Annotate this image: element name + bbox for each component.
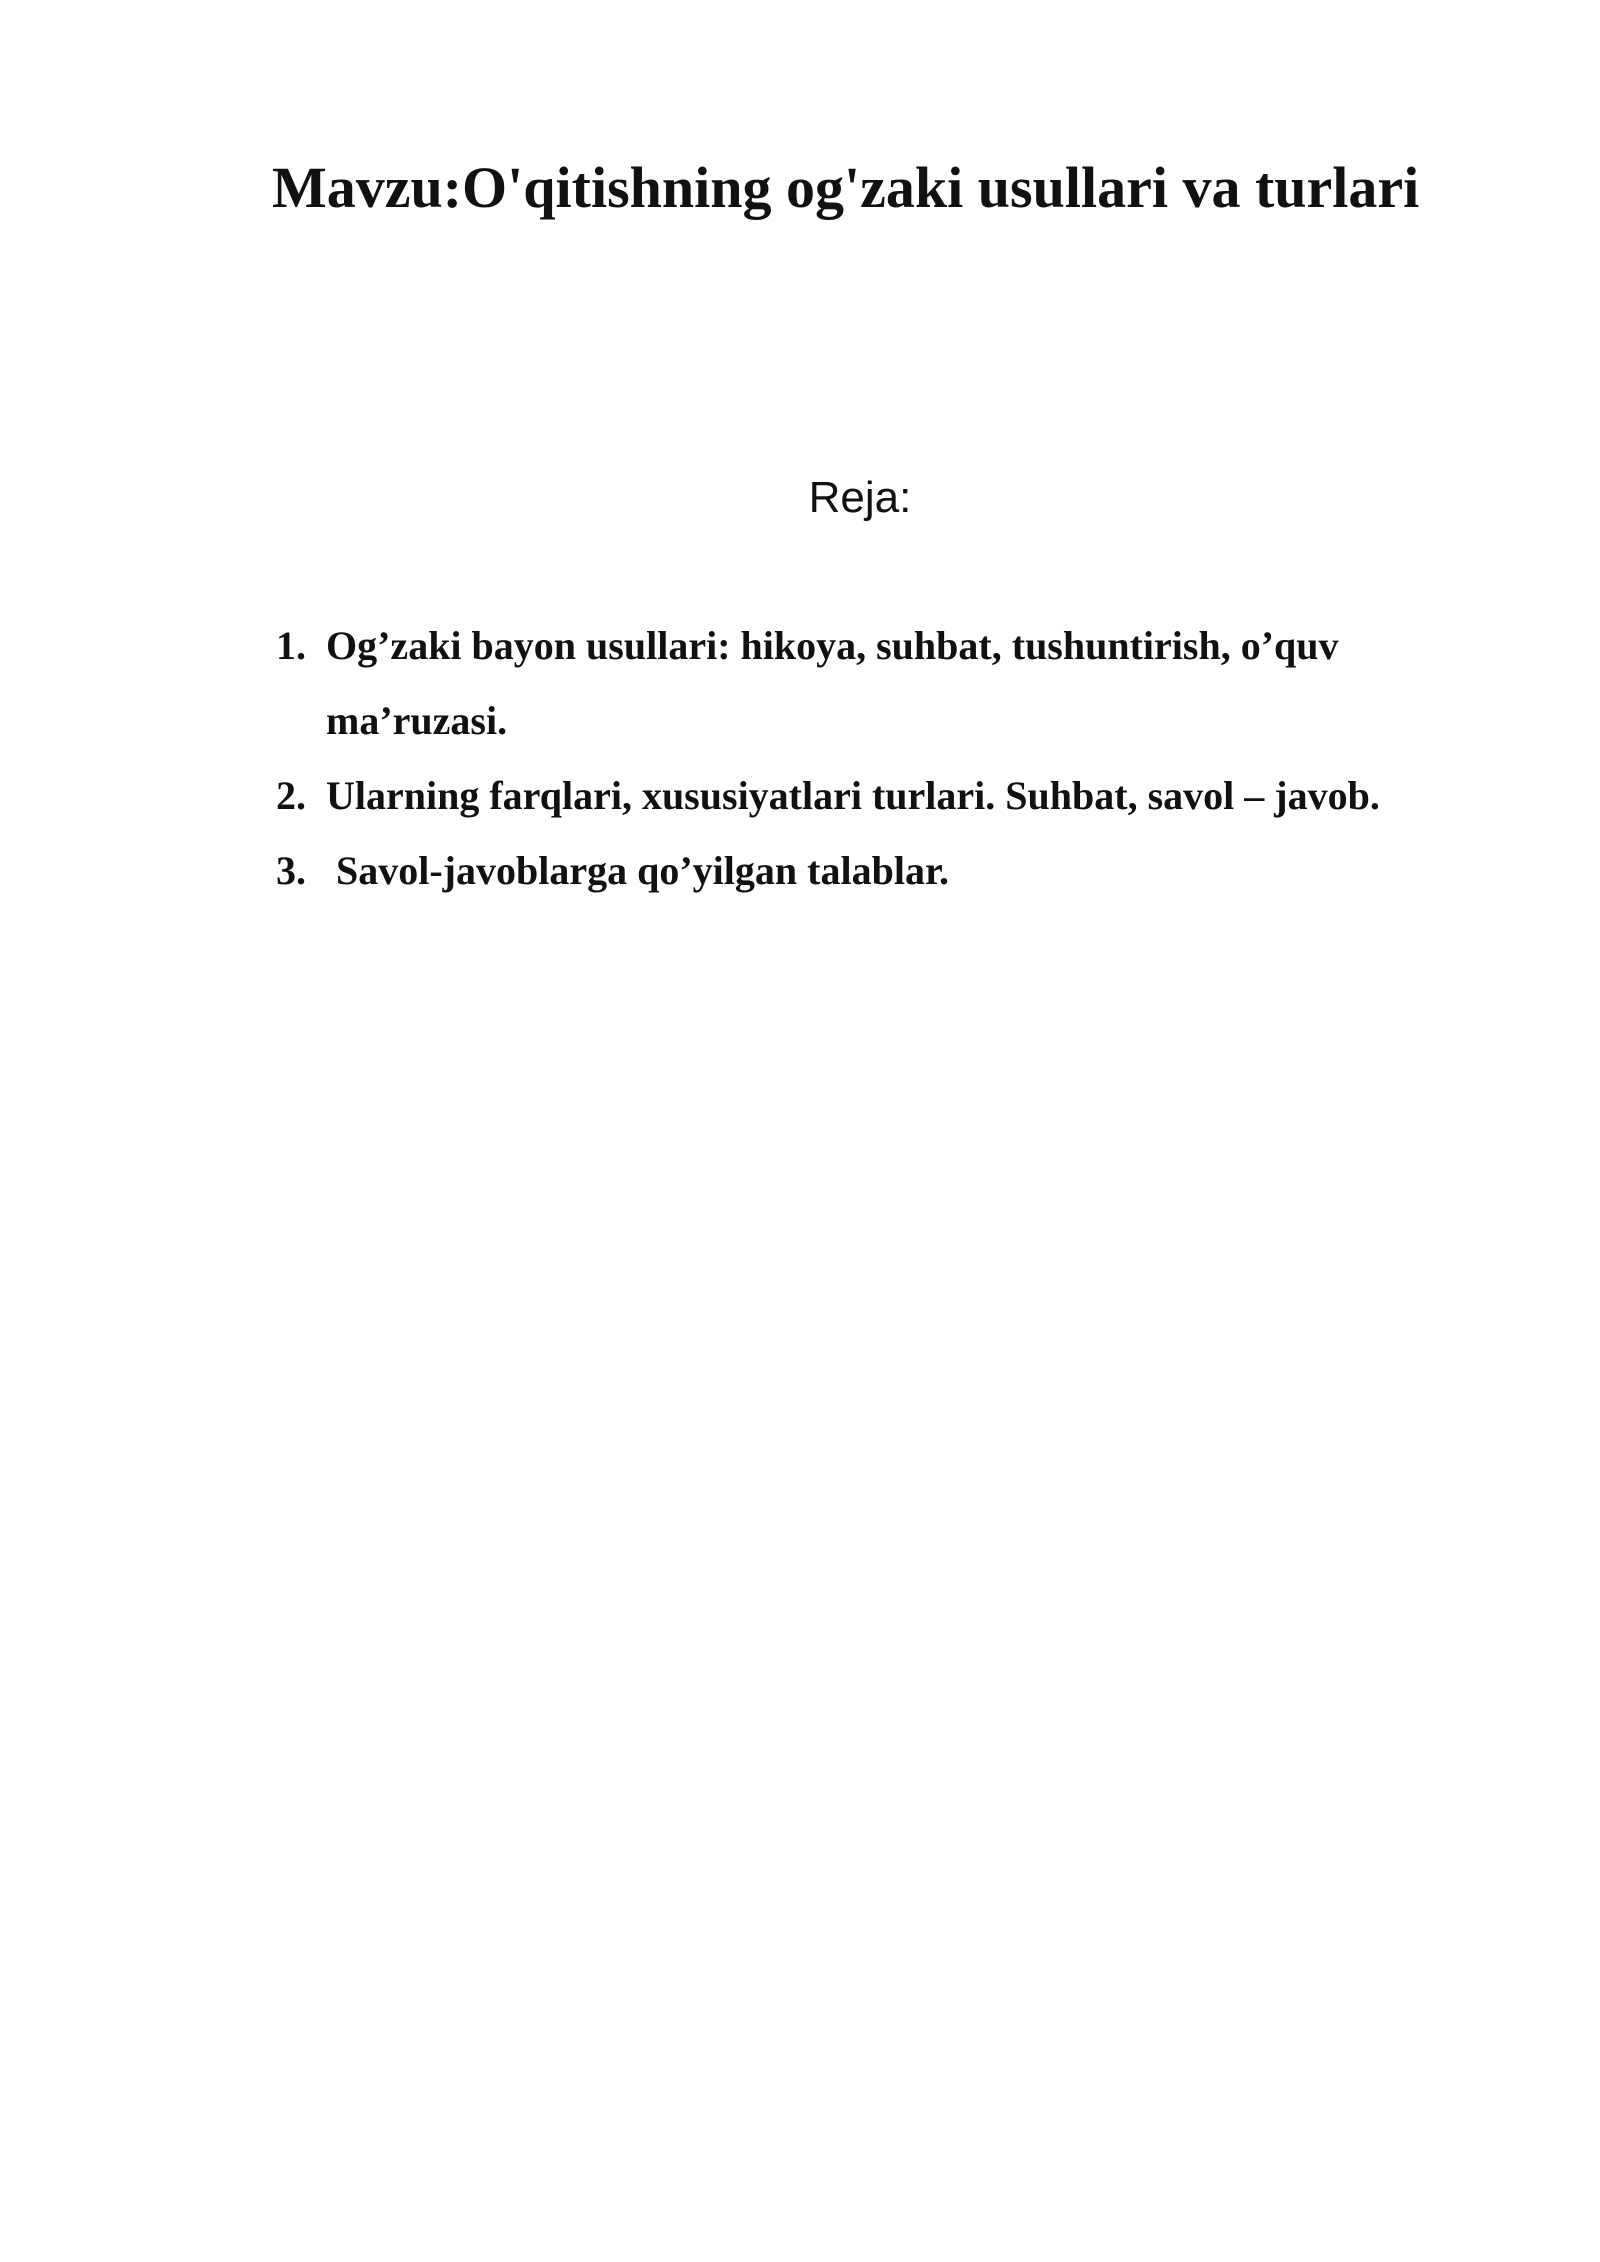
plan-item-text: Og’zaki bayon usullari: hikoya, suhbat, tushuntirish, o’quv ma’ruzasi. — [326, 623, 1339, 743]
plan-item — [276, 608, 1516, 758]
plan-item — [276, 833, 1516, 908]
plan-item-number: 2. — [276, 773, 306, 818]
plan-item-number: 3. — [276, 848, 306, 893]
plan-item-text: Ularning farqlari, xususiyatlari turlari. Suhbat, savol – javob. — [326, 773, 1380, 818]
plan-list — [276, 608, 1516, 908]
plan-heading: Reja: — [808, 473, 912, 522]
plan-item — [276, 758, 1516, 833]
plan-item-text: Savol-javoblarga qo’yilgan talablar. — [326, 848, 950, 893]
document-title: Mavzu:O'qitishning og'zaki usullari va turlari — [272, 155, 1420, 220]
plan-item-number: 1. — [276, 623, 306, 668]
